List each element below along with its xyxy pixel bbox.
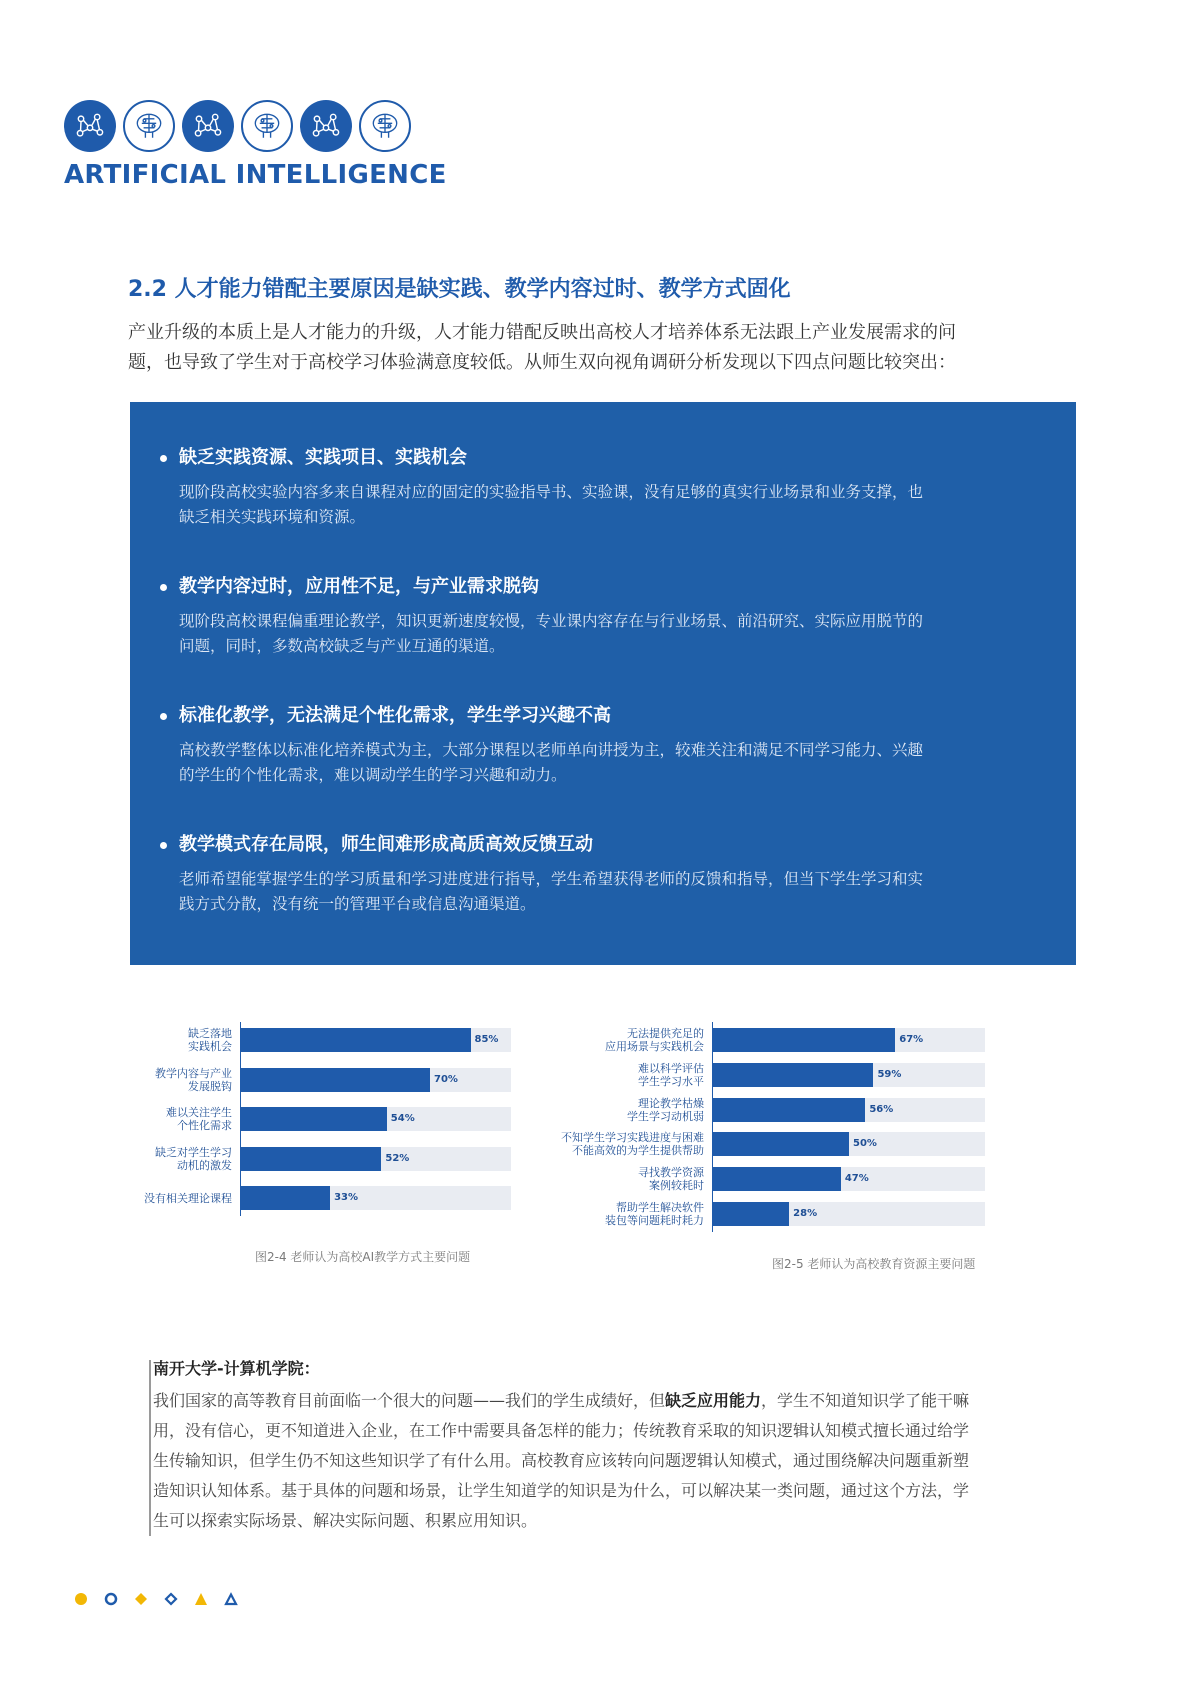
footer-shapes [74, 1592, 238, 1606]
category-label: 难以科学评估 学生学习水平 [638, 1061, 704, 1088]
bar-value-label: 59% [877, 1068, 902, 1080]
bar [241, 1186, 330, 1210]
bar-value-label: 85% [474, 1034, 499, 1045]
problem-line: 现阶段高校课程偏重理论教学，知识更新速度较慢，专业课内容存在与行业场景、前沿研究、实际应用脱节的 [179, 612, 924, 630]
quote-text [153, 1386, 1073, 1536]
category-label: 缺乏对学生学习 动机的激发 [155, 1145, 232, 1172]
problem-text [160, 738, 1040, 788]
section-title: 2.2 人才能力错配主要原因是缺实践、教学内容过时、教学方式固化 [128, 277, 791, 302]
quote-highlight: 缺乏应用能力 [665, 1391, 762, 1410]
bar-chart-teaching-problems [130, 1018, 560, 1238]
problem-text [160, 480, 1040, 530]
problem-title: 教学模式存在局限，师生间难形成高质高效反馈互动 [179, 834, 593, 855]
brain-icon [359, 100, 411, 152]
category-label: 教学内容与产业 发展脱钩 [155, 1066, 232, 1093]
category-label: 没有相关理论课程 [144, 1191, 232, 1205]
filled-circle-icon [74, 1592, 88, 1606]
chart-axis [712, 1022, 713, 1232]
problem-item [160, 444, 1040, 530]
bar [713, 1063, 873, 1087]
category-label: 缺乏落地 实践机会 [188, 1027, 232, 1053]
problem-line: 缺乏相关实践环境和资源。 [179, 508, 366, 526]
network-icon [182, 100, 234, 152]
category-label: 难以关注学生 个性化需求 [166, 1106, 232, 1132]
quote-block [149, 1360, 1073, 1536]
bar [241, 1028, 471, 1052]
intro-line: 产业升级的本质上是人才能力的升级，人才能力错配反映出高校人才培养体系无法跟上产业发展需求的问 [128, 322, 956, 343]
chart-caption: 图2-4 老师认为高校AI教学方式主要问题 [255, 1250, 471, 1264]
bar [713, 1202, 789, 1226]
quote-title: 南开大学-计算机学院： [153, 1359, 320, 1378]
bar [241, 1147, 381, 1171]
problem-line: 问题，同时，多数高校缺乏与产业互通的渠道。 [179, 637, 505, 655]
logo [64, 100, 447, 190]
problem-text [160, 609, 1040, 659]
bar-chart-resource-problems [561, 1018, 1070, 1243]
category-label: 理论教学枯燥 学生学习动机弱 [627, 1096, 704, 1123]
bar-value-label: 56% [869, 1103, 894, 1115]
problem-item [160, 702, 1040, 788]
problem-line: 高校教学整体以标准化培养模式为主，大部分课程以老师单向讲授为主，较难关注和满足不同学习能力、兴趣 [179, 741, 924, 759]
bar [713, 1132, 849, 1156]
problem-line: 现阶段高校实验内容多来自课程对应的固定的实验指导书、实验课，没有足够的真实行业场景和业务支撑，也 [179, 483, 924, 501]
problem-item [160, 831, 1040, 917]
logo-text: ARTIFICIAL INTELLIGENCE [64, 160, 447, 190]
quote-line: 我们国家的高等教育目前面临一个很大的问题——我们的学生成绩好，但缺乏应用能力，学生不知道知识学了能干嘛 [153, 1391, 970, 1410]
problem-title: 教学内容过时，应用性不足，与产业需求脱钩 [179, 576, 539, 597]
bar-value-label: 54% [390, 1113, 415, 1124]
problem-line: 的学生的个性化需求，难以调动学生的学习兴趣和动力。 [179, 766, 567, 784]
bar [241, 1068, 430, 1092]
outline-circle-icon [104, 1592, 118, 1606]
problems-box [130, 402, 1076, 965]
bar-value-label: 67% [899, 1034, 924, 1045]
category-label: 不知学生学习实践进度与困难 不能高效的为学生提供帮助 [561, 1131, 704, 1158]
outline-triangle-icon [224, 1592, 238, 1606]
bar-value-label: 47% [844, 1173, 869, 1185]
logo-circles [64, 100, 447, 152]
bullet-icon [160, 842, 167, 849]
bar-value-label: 28% [793, 1208, 818, 1219]
bullet-icon [160, 713, 167, 720]
brain-icon [123, 100, 175, 152]
brain-icon [241, 100, 293, 152]
filled-diamond-icon [134, 1592, 148, 1606]
intro-paragraph [128, 318, 1078, 378]
bar [713, 1167, 841, 1191]
quote-line: 生可以探索实际场景、解决实际问题、积累应用知识。 [153, 1511, 538, 1530]
intro-line: 题，也导致了学生对于高校学习体验满意度较低。从师生双向视角调研分析发现以下四点问题比较突出： [128, 352, 956, 373]
bar [713, 1098, 865, 1122]
quote-line: 用，没有信心，更不知道进入企业，在工作中需要具备怎样的能力；传统教育采取的知识逻辑认知模式擅长通过给学 [153, 1421, 970, 1440]
network-icon [300, 100, 352, 152]
quote-line: 造知识认知体系。基于具体的问题和场景，让学生知道学的知识是为什么，可以解决某一类问题，通过这个方法，学 [153, 1481, 970, 1500]
problem-text [160, 867, 1040, 917]
network-icon [64, 100, 116, 152]
bar-value-label: 52% [385, 1152, 410, 1164]
bar [241, 1107, 387, 1131]
bullet-icon [160, 455, 167, 462]
chart-caption: 图2-5 老师认为高校教育资源主要问题 [772, 1257, 976, 1271]
bullet-icon [160, 584, 167, 591]
filled-triangle-icon [194, 1592, 208, 1606]
problem-line: 践方式分散，没有统一的管理平台或信息沟通渠道。 [179, 895, 536, 913]
category-label: 寻找教学资源 案例较耗时 [638, 1166, 704, 1193]
problem-title: 缺乏实践资源、实践项目、实践机会 [179, 447, 467, 468]
problem-line: 老师希望能掌握学生的学习质量和学习进度进行指导，学生希望获得老师的反馈和指导，但当下学生学习和实 [179, 870, 924, 888]
bar-value-label: 33% [334, 1192, 359, 1203]
quote-line: 生传输知识，但学生仍不知这些知识学了有什么用。高校教育应该转向问题逻辑认知模式，通过围绕解决问题重新塑 [153, 1451, 970, 1470]
bar-value-label: 70% [434, 1073, 458, 1085]
bar [713, 1028, 895, 1052]
outline-diamond-icon [164, 1592, 178, 1606]
category-label: 无法提供充足的 应用场景与实践机会 [605, 1027, 704, 1053]
problem-title: 标准化教学，无法满足个性化需求，学生学习兴趣不高 [179, 705, 611, 726]
problem-item [160, 573, 1040, 659]
category-label: 帮助学生解决软件 装包等问题耗时耗力 [605, 1201, 704, 1227]
bar-value-label: 50% [853, 1138, 877, 1150]
